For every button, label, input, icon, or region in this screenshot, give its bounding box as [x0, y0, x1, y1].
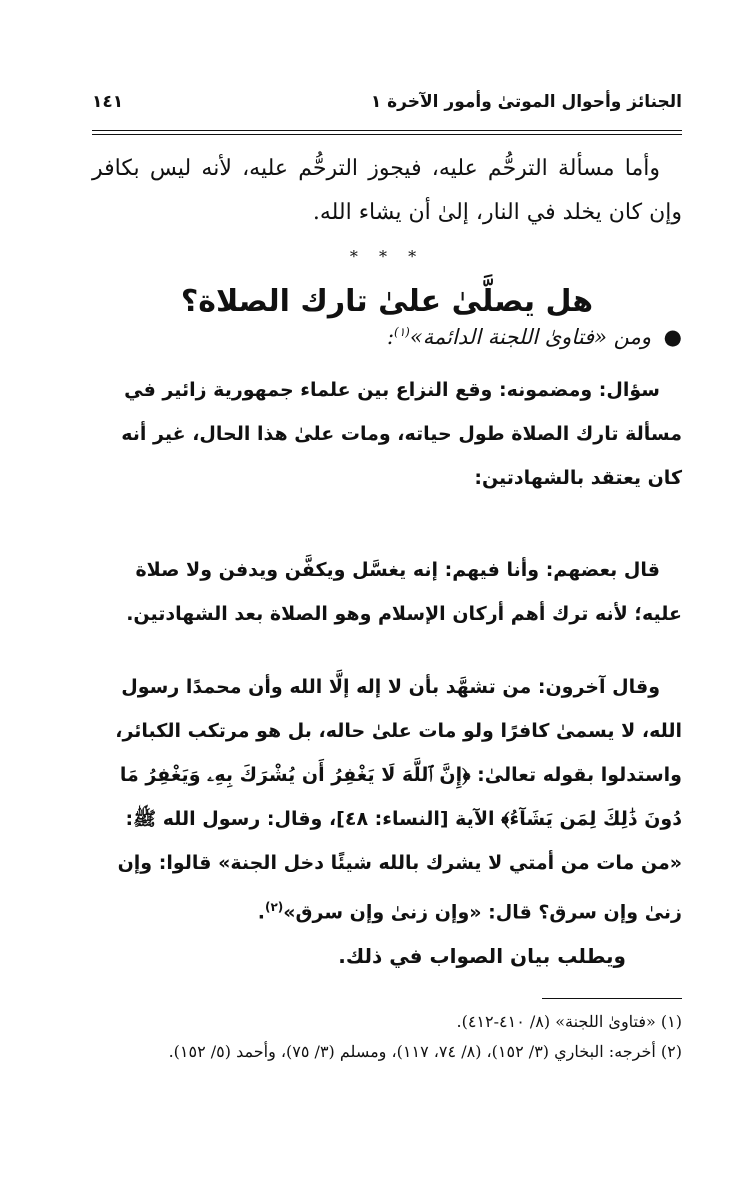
bullet-icon: ● [663, 325, 682, 349]
running-header [92, 92, 682, 126]
opinion-two-text: وقال آخرون: من تشهَّد بأن لا إله إلَّا الله وأن محمدًا رسول الله، لا يسمىٰ كافرًا ولو مات علىٰ حاله، بل هو مرتكب الكبائر، واستدلوا بقوله تعالىٰ: ﴿إِنَّ ٱللَّهَ لَا يَغْفِرُ أَن يُشْرَكَ بِهِۦ وَيَغْفِرُ مَا دُونَ ذَٰلِكَ لِمَن يَشَآءُ﴾ الآية [النساء: ٤٨]، وقال: رسول الله ﷺ: «من مات من أمتي لا يشرك بالله شيئًا دخل الجنة» قالوا: وإن زنىٰ وإن سرق؟ قال: «وإن زنىٰ وإن سرق» [115, 676, 682, 924]
footnote-1: (١) «فتاوىٰ اللجنة» (٨/ ٤١٠-٤١٢). [456, 1012, 682, 1032]
footnote-rule [542, 998, 682, 999]
intro-paragraph: وأما مسألة الترحُّم عليه، فيجوز الترحُّم عليه، لأنه ليس بكافر وإن كان يخلد في النار، إلىٰ أن يشاء الله. [92, 156, 682, 225]
question-paragraph: سؤال: ومضمونه: وقع النزاع بين علماء جمهورية زائير في مسألة تارك الصلاة طول حياته، ومات علىٰ هذا الحال، غير أنه كان يعتقد بالشهادتين: [121, 379, 682, 489]
header-rule [92, 130, 682, 131]
request-line: ويطلب بيان الصواب في ذلك. [338, 944, 626, 969]
footnote-ref-2: (٢) [264, 900, 284, 914]
opinion-two-end: . [257, 901, 265, 924]
header-rule-second [92, 134, 682, 135]
source-colon: : [386, 325, 395, 349]
source-text: ومن «فتاوىٰ اللجنة الدائمة» [409, 325, 651, 349]
source-line [92, 325, 682, 349]
header-title: الجنائز وأحوال الموتىٰ وأمور الآخرة ١ [370, 92, 682, 112]
book-page [92, 92, 682, 1067]
page-number: ١٤١ [92, 92, 124, 112]
footnote-2: (٢) أخرجه: البخاري (٣/ ١٥٢)، (٨/ ٧٤، ١١٧)، ومسلم (٣/ ٧٥)، وأحمد (٥/ ١٥٢). [168, 1042, 682, 1062]
opinion-two-paragraph [92, 665, 682, 934]
section-title: هل يصلَّىٰ علىٰ تارك الصلاة؟ [180, 284, 594, 319]
section-separator: * * * [349, 247, 425, 266]
footnote-ref-1: (١) [394, 325, 410, 339]
opinion-one-paragraph: قال بعضهم: وأنا فيهم: إنه يغسَّل ويكفَّن ويدفن ولا صلاة عليه؛ لأنه ترك أهم أركان الإسلام وهو الصلاة بعد الشهادتين. [126, 559, 682, 625]
